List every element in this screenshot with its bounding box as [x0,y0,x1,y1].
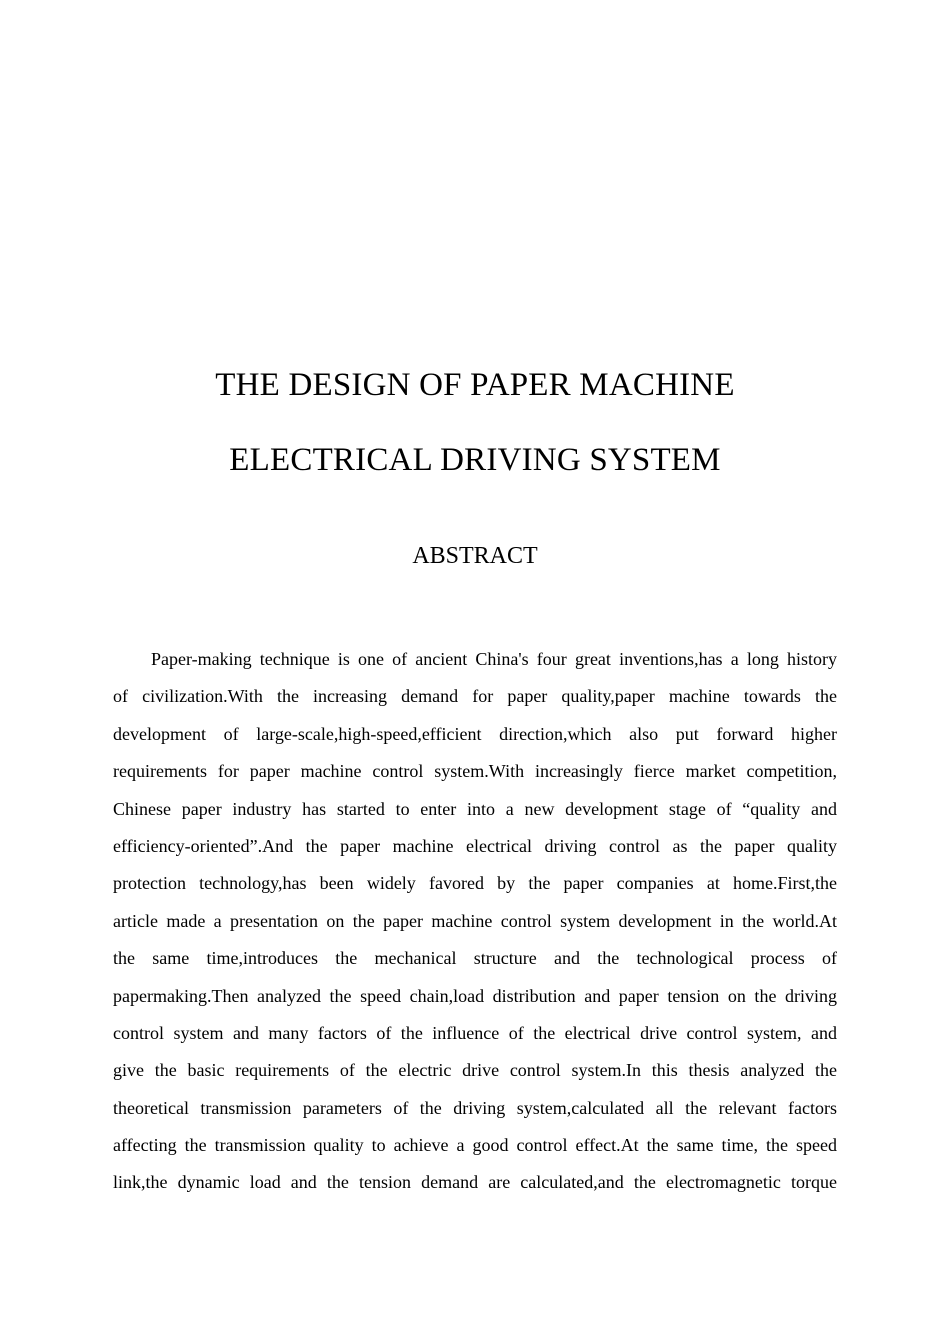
document-title-line-1: THE DESIGN OF PAPER MACHINE [215,367,735,403]
abstract-line: link,the dynamic load and the tension demand are calculated,and the electromagnetic torque [113,1172,837,1193]
abstract-body [113,641,837,1202]
abstract-line: article made a presentation on the paper machine control system development in the world.At [113,910,837,931]
abstract-line: development of large-scale,high-speed,efficient direction,which also put forward higher [113,723,837,744]
abstract-line: the same time,introduces the mechanical structure and the technological process of [113,948,837,969]
abstract-line: protection technology,has been widely favored by the paper companies at home.First,the [113,873,837,894]
abstract-line: requirements for paper machine control system.With increasingly fierce market competition, [113,761,837,782]
abstract-line: efficiency-oriented”.And the paper machine electrical driving control as the paper quality [113,835,837,856]
abstract-line: of civilization.With the increasing demand for paper quality,paper machine towards the [113,686,837,707]
abstract-line: give the basic requirements of the electric drive control system.In this thesis analyzed the [113,1060,837,1081]
abstract-line: theoretical transmission parameters of the driving system,calculated all the relevant factors [113,1097,837,1118]
abstract-line: control system and many factors of the influence of the electrical drive control system, and [113,1022,837,1043]
abstract-line: affecting the transmission quality to achieve a good control effect.At the same time, the speed [113,1135,837,1156]
abstract-heading: ABSTRACT [412,543,538,569]
abstract-line: papermaking.Then analyzed the speed chain,load distribution and paper tension on the driving [113,985,837,1006]
document-title-line-2: ELECTRICAL DRIVING SYSTEM [229,442,721,478]
abstract-line: Paper-making technique is one of ancient China's four great inventions,has a long history [151,649,837,669]
abstract-line: Chinese paper industry has started to enter into a new development stage of “quality and [113,798,837,819]
